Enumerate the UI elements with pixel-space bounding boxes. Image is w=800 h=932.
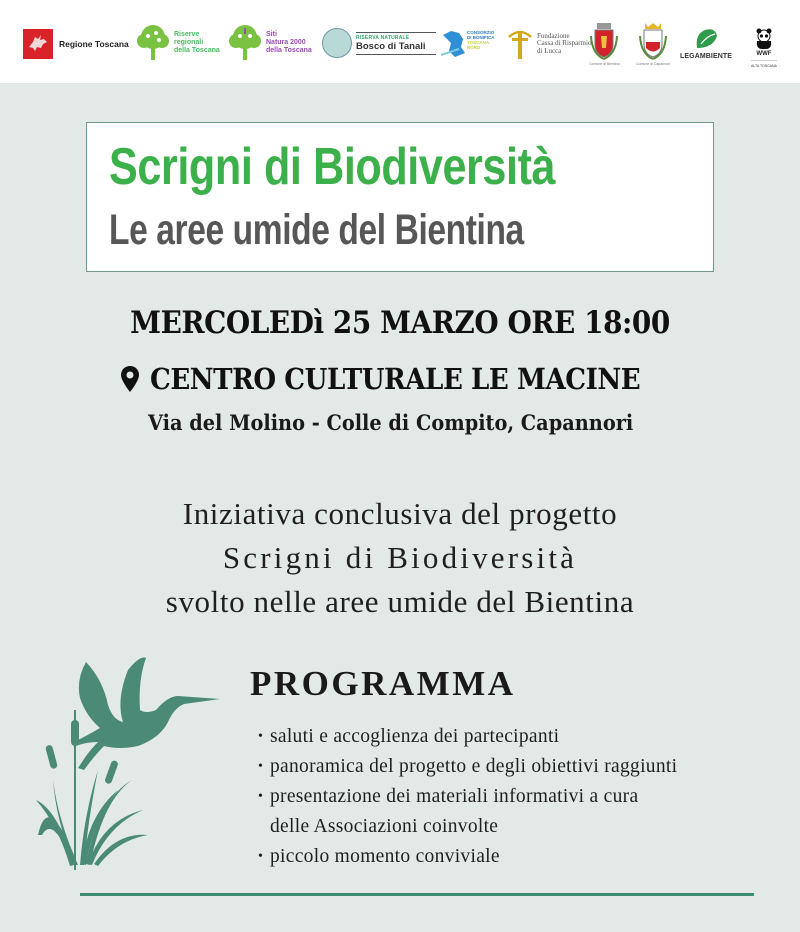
event-title: Scrigni di Biodiversità [109,138,556,196]
event-venue [120,360,695,398]
legambiente-logo: LEGAMBIENTE [680,26,732,60]
programme-item: • saluti e accoglienza dei partecipanti [258,722,677,752]
programme-item: • panoramica del progetto e degli obiettivi raggiunti [258,752,677,782]
sponsor-logo-bar [0,0,800,84]
fondazione-cassa-risparmio-lucca-logo: Fondazione Cassa di Risparmio di Lucca [507,27,591,61]
tree-icon [228,24,262,62]
bosco-di-tanali-logo: RISERVA NATURALE Bosco di Tanali [322,28,436,58]
bullet-icon: • [258,789,264,804]
crest-icon [638,22,668,60]
tree-icon [136,24,170,62]
programme-item: • presentazione dei materiali informativi a cura delle Associazioni coinvolte [258,782,677,842]
heron-badge-icon [322,28,352,58]
consorzio-bonifica-logo: CONSORZIO DI BONIFICA TOSCANA NORD [441,27,495,59]
title-box [86,122,714,272]
bullet-icon: • [258,729,264,744]
riserve-regionali-logo: Riserve regionali della Toscana [136,24,220,62]
initiative-description [0,492,800,624]
bullet-icon: • [258,759,264,774]
event-date-time: MERCOLEDì 25 MARZO ORE 18:00 [130,305,670,341]
event-subtitle: Le aree umide del Bientina [109,206,524,254]
comune-capannori-crest: Comune di Capannori [636,22,670,66]
comune-bientina-crest: Comune di Bientina [589,22,620,66]
initiative-line-2: Scrigni di Biodiversità [222,540,578,575]
cross-emblem-icon [507,27,533,61]
initiative-line-1: Iniziativa conclusiva del progetto [182,496,618,531]
bullet-icon: • [258,849,264,864]
programme-title: PROGRAMMA [250,664,516,703]
wwf-logo: WWF ALTA TOSCANA [751,28,777,68]
regione-toscana-logo [23,29,129,59]
panda-icon [754,28,774,50]
venue-address: Via del Molino - Colle di Compito, Capannori [148,410,634,435]
leaf-swan-icon [693,26,719,50]
siti-natura-2000-logo: Siti Natura 2000 della Toscana [228,24,312,62]
regione-toscana-label: Regione Toscana [59,39,129,49]
initiative-line-3: svolto nelle aree umide del Bientina [165,584,635,619]
venue-name: CENTRO CULTURALE LE MACINE [150,362,641,396]
bottom-divider [80,893,754,896]
pegasus-icon [23,29,53,59]
crest-icon [589,22,619,60]
location-pin-icon [120,365,140,393]
heron-reeds-illustration-icon [28,650,228,875]
programme-item: • piccolo momento conviviale [258,842,677,872]
programme-list [258,722,677,872]
